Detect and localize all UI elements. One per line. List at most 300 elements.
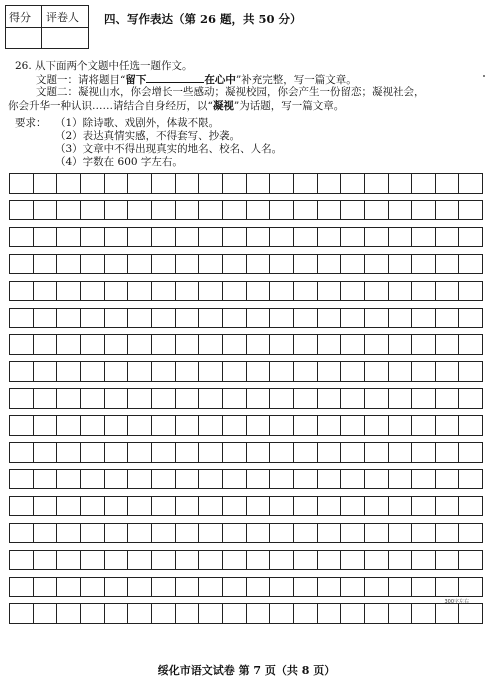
grid-cell[interactable] [389,604,413,623]
grid-cell[interactable] [365,174,389,193]
grid-cell[interactable] [247,362,271,381]
grid-cell[interactable] [81,282,105,301]
grid-cell[interactable] [152,282,176,301]
grid-cell[interactable] [318,416,342,435]
grid-cell[interactable] [436,578,460,597]
grid-cell[interactable] [105,255,129,274]
grid-cell[interactable] [199,255,223,274]
grid-cell[interactable] [105,282,129,301]
grid-cell[interactable] [199,282,223,301]
grid-row[interactable] [9,281,483,302]
grid-cell[interactable] [34,362,58,381]
grid-cell[interactable] [459,255,482,274]
grid-cell[interactable] [10,174,34,193]
grid-cell[interactable] [223,551,247,570]
grid-cell[interactable] [459,416,482,435]
grid-cell[interactable] [81,228,105,247]
grid-cell[interactable] [436,228,460,247]
grid-cell[interactable] [10,497,34,516]
grid-cell[interactable] [223,470,247,489]
grid-cell[interactable] [459,578,482,597]
grid-cell[interactable] [436,174,460,193]
grid-cell[interactable] [105,604,129,623]
grid-cell[interactable] [247,578,271,597]
grid-row[interactable] [9,173,483,194]
grid-cell[interactable] [81,551,105,570]
grid-cell[interactable] [341,335,365,354]
grid-cell[interactable] [199,335,223,354]
grid-cell[interactable] [318,443,342,462]
grid-cell[interactable] [105,389,129,408]
grid-cell[interactable] [341,524,365,543]
grid-cell[interactable] [365,282,389,301]
grid-cell[interactable] [270,578,294,597]
grid-cell[interactable] [341,174,365,193]
grid-cell[interactable] [152,309,176,328]
grid-cell[interactable] [176,282,200,301]
grid-cell[interactable] [365,604,389,623]
grid-cell[interactable] [459,443,482,462]
grid-row[interactable] [9,227,483,248]
grid-cell[interactable] [34,389,58,408]
grid-row[interactable] [9,334,483,355]
grid-cell[interactable] [81,309,105,328]
grid-cell[interactable] [10,362,34,381]
grid-cell[interactable] [318,309,342,328]
grid-cell[interactable] [270,524,294,543]
grid-cell[interactable] [247,389,271,408]
grid-cell[interactable] [270,389,294,408]
grid-cell[interactable] [436,389,460,408]
grid-cell[interactable] [270,362,294,381]
grid-cell[interactable] [10,389,34,408]
grid-cell[interactable] [412,228,436,247]
grid-cell[interactable] [247,416,271,435]
grid-cell[interactable] [270,228,294,247]
grid-cell[interactable] [152,335,176,354]
grid-cell[interactable] [105,174,129,193]
grid-cell[interactable] [128,604,152,623]
grid-cell[interactable] [459,335,482,354]
grid-cell[interactable] [412,201,436,220]
grid-cell[interactable] [105,443,129,462]
grid-cell[interactable] [365,389,389,408]
grid-cell[interactable] [365,524,389,543]
grid-cell[interactable] [436,255,460,274]
grid-cell[interactable] [223,335,247,354]
grid-cell[interactable] [270,604,294,623]
grid-cell[interactable] [10,201,34,220]
grid-cell[interactable] [318,255,342,274]
grid-cell[interactable] [34,282,58,301]
grid-cell[interactable] [128,497,152,516]
grid-cell[interactable] [341,578,365,597]
grid-cell[interactable] [152,201,176,220]
grid-cell[interactable] [341,309,365,328]
grid-cell[interactable] [223,524,247,543]
grid-cell[interactable] [223,362,247,381]
grid-cell[interactable] [105,578,129,597]
grid-cell[interactable] [318,524,342,543]
grid-cell[interactable] [57,228,81,247]
grid-cell[interactable] [128,389,152,408]
grid-cell[interactable] [247,443,271,462]
grid-cell[interactable] [294,497,318,516]
grid-cell[interactable] [247,201,271,220]
grid-cell[interactable] [152,416,176,435]
grid-cell[interactable] [223,201,247,220]
grid-cell[interactable] [57,335,81,354]
grid-cell[interactable] [176,470,200,489]
grid-cell[interactable] [389,497,413,516]
grid-cell[interactable] [57,524,81,543]
grid-cell[interactable] [57,174,81,193]
grid-cell[interactable] [199,416,223,435]
grid-cell[interactable] [128,255,152,274]
grid-cell[interactable] [247,470,271,489]
grid-cell[interactable] [365,551,389,570]
grid-row[interactable] [9,496,483,517]
grid-cell[interactable] [270,282,294,301]
grid-cell[interactable] [223,416,247,435]
grid-cell[interactable] [81,470,105,489]
grid-cell[interactable] [318,578,342,597]
grid-cell[interactable] [176,201,200,220]
grid-cell[interactable] [223,228,247,247]
grid-cell[interactable] [176,228,200,247]
grid-cell[interactable] [270,255,294,274]
grid-cell[interactable] [412,174,436,193]
grid-cell[interactable] [176,604,200,623]
grid-cell[interactable] [270,497,294,516]
grid-cell[interactable] [10,228,34,247]
grid-cell[interactable] [176,524,200,543]
grid-row[interactable] [9,442,483,463]
grid-cell[interactable] [294,335,318,354]
grid-cell[interactable] [105,497,129,516]
grid-cell[interactable] [389,201,413,220]
grid-cell[interactable] [176,174,200,193]
grid-cell[interactable] [436,201,460,220]
grid-cell[interactable] [34,201,58,220]
grid-cell[interactable] [294,416,318,435]
grid-cell[interactable] [57,604,81,623]
grid-cell[interactable] [34,497,58,516]
grid-cell[interactable] [412,551,436,570]
grid-cell[interactable] [318,228,342,247]
grid-cell[interactable] [294,309,318,328]
grid-cell[interactable] [57,578,81,597]
grid-cell[interactable] [365,201,389,220]
grid-cell[interactable] [365,255,389,274]
grid-cell[interactable] [199,389,223,408]
grid-cell[interactable] [247,255,271,274]
grid-cell[interactable] [389,443,413,462]
grid-cell[interactable] [176,309,200,328]
grid-cell[interactable] [199,362,223,381]
grid-row[interactable] [9,254,483,275]
grid-cell[interactable] [223,578,247,597]
grid-cell[interactable] [341,282,365,301]
grid-cell[interactable] [270,174,294,193]
grid-cell[interactable] [459,282,482,301]
grid-cell[interactable] [10,309,34,328]
grid-cell[interactable] [105,470,129,489]
grid-cell[interactable] [176,443,200,462]
grid-cell[interactable] [57,416,81,435]
grid-cell[interactable] [341,604,365,623]
grid-cell[interactable] [341,416,365,435]
grid-cell[interactable] [247,228,271,247]
grid-cell[interactable] [34,174,58,193]
grid-cell[interactable] [128,228,152,247]
grid-cell[interactable] [294,524,318,543]
grid-cell[interactable] [199,309,223,328]
grid-cell[interactable] [176,389,200,408]
grid-cell[interactable] [389,228,413,247]
grid-cell[interactable] [152,255,176,274]
grid-cell[interactable] [341,497,365,516]
grid-cell[interactable] [459,604,482,623]
grid-cell[interactable] [318,389,342,408]
grid-cell[interactable] [247,604,271,623]
grid-cell[interactable] [81,578,105,597]
grid-cell[interactable] [341,255,365,274]
grid-cell[interactable] [176,362,200,381]
grid-cell[interactable] [105,551,129,570]
grid-cell[interactable] [459,174,482,193]
grid-cell[interactable] [459,470,482,489]
grid-cell[interactable] [176,578,200,597]
grid-cell[interactable] [341,443,365,462]
grid-cell[interactable] [10,470,34,489]
grid-cell[interactable] [412,578,436,597]
grid-cell[interactable] [105,228,129,247]
grid-cell[interactable] [152,497,176,516]
grid-cell[interactable] [128,174,152,193]
grid-row[interactable] [9,603,483,624]
grid-cell[interactable] [412,470,436,489]
grid-cell[interactable] [105,201,129,220]
grid-cell[interactable] [128,416,152,435]
grid-cell[interactable] [57,551,81,570]
grid-cell[interactable] [412,604,436,623]
grid-cell[interactable] [199,551,223,570]
grid-cell[interactable] [10,578,34,597]
grid-cell[interactable] [176,255,200,274]
grid-cell[interactable] [247,309,271,328]
grid-cell[interactable] [389,309,413,328]
grid-cell[interactable] [294,228,318,247]
grid-cell[interactable] [176,335,200,354]
grid-cell[interactable] [128,335,152,354]
grid-cell[interactable] [459,228,482,247]
grid-cell[interactable] [81,604,105,623]
grid-cell[interactable] [81,362,105,381]
grid-cell[interactable] [412,443,436,462]
grid-cell[interactable] [318,282,342,301]
grid-cell[interactable] [128,524,152,543]
grid-cell[interactable] [105,524,129,543]
grid-cell[interactable] [128,443,152,462]
grid-cell[interactable] [223,282,247,301]
grid-cell[interactable] [34,604,58,623]
grid-row[interactable] [9,550,483,571]
grid-cell[interactable] [412,282,436,301]
grid-cell[interactable] [459,201,482,220]
grid-cell[interactable] [365,497,389,516]
grid-cell[interactable] [152,389,176,408]
grid-cell[interactable] [34,443,58,462]
grid-cell[interactable] [34,335,58,354]
grid-cell[interactable] [34,228,58,247]
grid-row[interactable] [9,469,483,490]
grid-cell[interactable] [412,389,436,408]
grid-cell[interactable] [152,470,176,489]
grid-cell[interactable] [10,416,34,435]
grid-cell[interactable] [128,551,152,570]
grid-cell[interactable] [128,282,152,301]
grid-cell[interactable] [223,443,247,462]
grid-cell[interactable] [365,578,389,597]
grid-cell[interactable] [128,201,152,220]
grid-cell[interactable] [128,578,152,597]
grid-cell[interactable] [10,524,34,543]
grid-cell[interactable] [34,255,58,274]
grid-cell[interactable] [247,174,271,193]
grid-cell[interactable] [247,524,271,543]
grid-cell[interactable] [128,470,152,489]
grid-cell[interactable] [412,335,436,354]
grid-cell[interactable] [81,255,105,274]
grid-cell[interactable] [105,362,129,381]
grid-cell[interactable] [318,470,342,489]
grid-cell[interactable] [436,604,460,623]
grid-cell[interactable] [459,497,482,516]
grid-cell[interactable] [318,497,342,516]
grid-cell[interactable] [223,604,247,623]
grid-cell[interactable] [459,389,482,408]
grid-cell[interactable] [341,389,365,408]
grid-cell[interactable] [389,174,413,193]
grid-cell[interactable] [436,335,460,354]
grid-cell[interactable] [10,255,34,274]
grid-cell[interactable] [223,174,247,193]
grid-cell[interactable] [389,335,413,354]
grid-row[interactable] [9,308,483,329]
grid-cell[interactable] [459,524,482,543]
grid-cell[interactable] [199,443,223,462]
grid-cell[interactable] [389,470,413,489]
grid-cell[interactable] [294,604,318,623]
grid-row[interactable] [9,577,483,598]
grid-cell[interactable] [10,335,34,354]
grid-cell[interactable] [34,309,58,328]
grid-cell[interactable] [81,174,105,193]
grid-cell[interactable] [294,174,318,193]
grid-cell[interactable] [318,362,342,381]
grid-cell[interactable] [105,416,129,435]
grid-cell[interactable] [10,282,34,301]
grid-cell[interactable] [365,416,389,435]
grid-cell[interactable] [389,551,413,570]
grid-cell[interactable] [34,524,58,543]
grid-cell[interactable] [341,551,365,570]
grid-cell[interactable] [365,335,389,354]
grid-cell[interactable] [436,443,460,462]
grid-cell[interactable] [412,309,436,328]
grid-cell[interactable] [294,578,318,597]
grid-cell[interactable] [57,282,81,301]
grid-cell[interactable] [152,551,176,570]
grid-cell[interactable] [412,255,436,274]
grid-cell[interactable] [247,335,271,354]
grid-cell[interactable] [176,416,200,435]
grid-cell[interactable] [57,201,81,220]
grid-cell[interactable] [436,551,460,570]
grid-cell[interactable] [57,389,81,408]
grid-cell[interactable] [34,578,58,597]
grid-cell[interactable] [128,362,152,381]
grid-cell[interactable] [294,551,318,570]
grid-cell[interactable] [152,362,176,381]
grid-cell[interactable] [270,335,294,354]
grid-cell[interactable] [152,443,176,462]
grid-cell[interactable] [223,389,247,408]
grid-cell[interactable] [318,335,342,354]
grid-cell[interactable] [34,470,58,489]
grid-cell[interactable] [389,416,413,435]
grid-cell[interactable] [365,309,389,328]
grid-cell[interactable] [57,309,81,328]
grid-cell[interactable] [81,443,105,462]
grid-cell[interactable] [199,604,223,623]
grid-cell[interactable] [436,497,460,516]
grid-cell[interactable] [341,228,365,247]
grid-cell[interactable] [389,255,413,274]
grid-cell[interactable] [389,362,413,381]
grid-cell[interactable] [57,470,81,489]
grid-cell[interactable] [152,524,176,543]
grid-cell[interactable] [199,470,223,489]
grid-cell[interactable] [57,362,81,381]
grid-row[interactable] [9,361,483,382]
grid-cell[interactable] [34,551,58,570]
grid-row[interactable] [9,388,483,409]
grid-cell[interactable] [365,443,389,462]
grid-row[interactable] [9,415,483,436]
grid-cell[interactable] [10,604,34,623]
grid-cell[interactable] [270,443,294,462]
grid-cell[interactable] [105,335,129,354]
grid-cell[interactable] [412,416,436,435]
grid-cell[interactable] [223,255,247,274]
grid-cell[interactable] [34,416,58,435]
grid-cell[interactable] [270,551,294,570]
grid-cell[interactable] [318,174,342,193]
grid-cell[interactable] [81,335,105,354]
grid-cell[interactable] [436,470,460,489]
grid-cell[interactable] [176,551,200,570]
grid-cell[interactable] [459,551,482,570]
grid-cell[interactable] [459,362,482,381]
grid-cell[interactable] [81,389,105,408]
grid-cell[interactable] [199,228,223,247]
grid-cell[interactable] [270,416,294,435]
grid-cell[interactable] [389,389,413,408]
grid-cell[interactable] [152,578,176,597]
grid-cell[interactable] [294,201,318,220]
